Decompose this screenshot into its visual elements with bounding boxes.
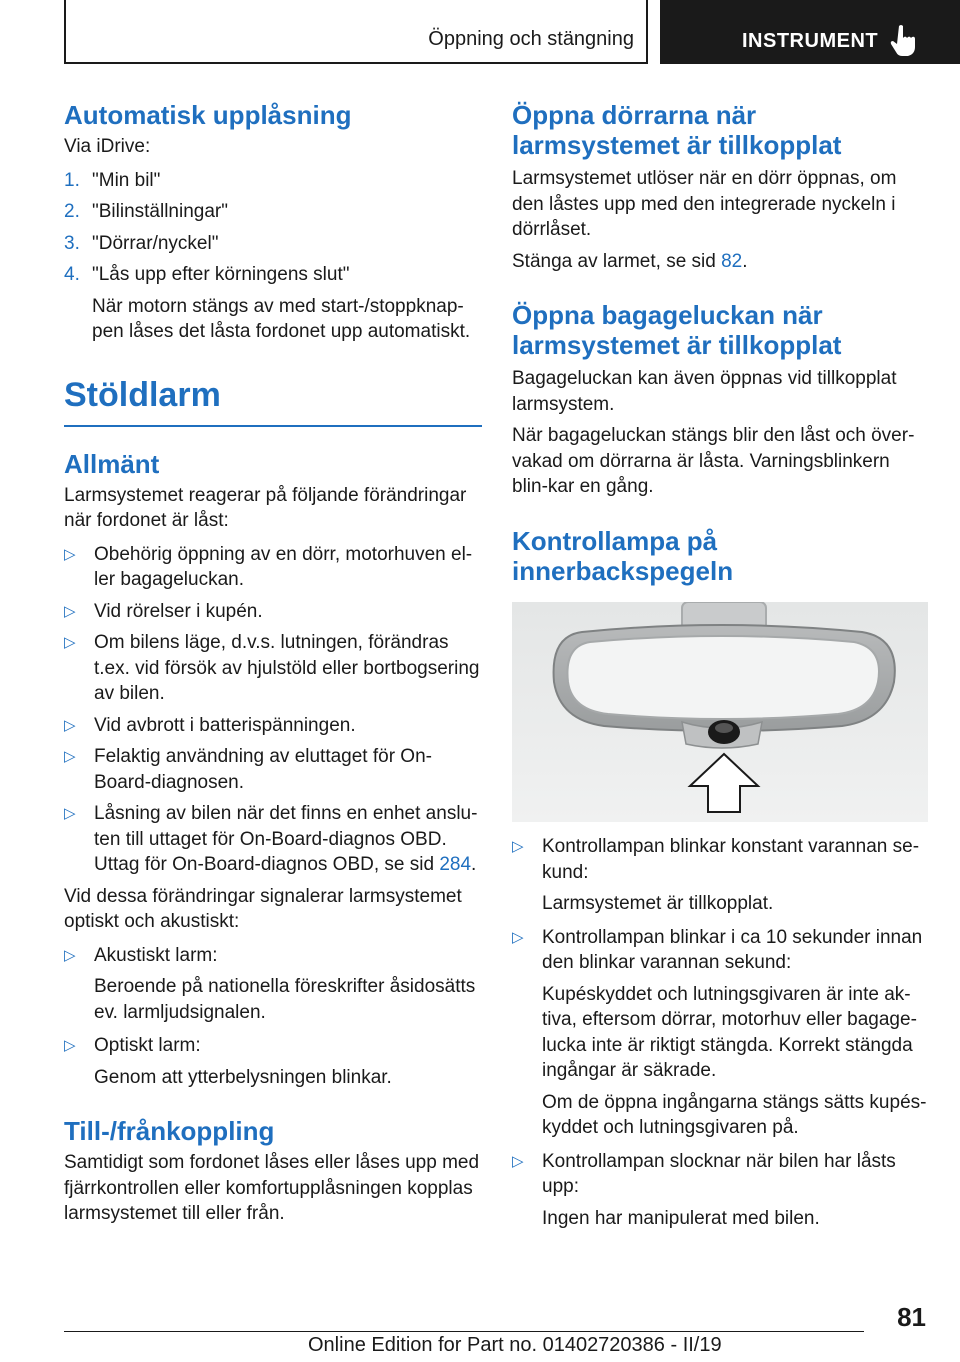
- trunk-text-2: När bagageluckan stängs blir den låst och över-vakad om dörrarna är låsta. Varningsblinkern blin-kar en gång.: [512, 425, 915, 497]
- step-3: 3. "Dörrar/nyckel": [64, 232, 219, 254]
- footer-divider: [64, 1331, 864, 1332]
- alarm-heading-block: [64, 375, 482, 427]
- lamp-status-list: [512, 834, 928, 1231]
- list-item: ▷ Kontrollampan blinkar i ca 10 sekunder innan den blinkar varannan sekund: Kupéskyddet och lutningsgivaren är inte ak-tiva, eftersom dörrar, motorhuv eller bagage-lucka inte är riktigt stängda. Korrekt stängda ingångar är säkrade. Om de öppna ingångarna stängs sätts kupés-kyddet och lutningsgivaren på.: [512, 926, 927, 1138]
- list-item: ▷ Vid avbrott i batterispänningen.: [64, 714, 356, 736]
- step-1: 1. "Min bil": [64, 169, 161, 191]
- lamp-heading: Kontrollampa på innerbackspegeln: [512, 525, 734, 586]
- list-item: ▷ Optiskt larm: Genom att ytterbelysningen blinkar.: [64, 1035, 392, 1088]
- list-item: ▷ Vid rörelser i kupén.: [64, 600, 263, 622]
- trunk-heading: Öppna bagageluckan när larmsystemet är tillkopplat: [512, 300, 842, 360]
- right-column-bottom: [512, 834, 928, 1231]
- signal-list: [64, 943, 482, 1091]
- page-number: 81: [897, 1302, 926, 1332]
- list-item: ▷ Akustiskt larm: Beroende på nationella föreskrifter åsidosätts ev. larmljudsignalen.: [64, 944, 476, 1023]
- header-section-title: Öppning och stängning: [428, 28, 634, 50]
- trunk-text-1: Bagageluckan kan även öppnas vid tillkopplat larmsystem.: [512, 368, 897, 415]
- auto-unlock-intro: Via iDrive:: [64, 136, 151, 157]
- step-4: 4. "Lås upp efter körningens slut": [64, 264, 350, 285]
- list-item: ▷ Låsning av bilen när det finns en enhet anslu-ten till uttaget för On-Board-diagnos OBD. Uttag för On-Board-diagnos OBD, se sid 284.: [64, 803, 478, 875]
- signal-text: Vid dessa förändringar signalerar larmsystemet optiskt och akustiskt:: [64, 885, 462, 932]
- auto-unlock-heading: Automatisk upplåsning: [64, 100, 352, 130]
- page-link-82[interactable]: 82: [721, 250, 743, 272]
- step-2: 2. "Bilinställningar": [64, 201, 228, 222]
- header-tab-label: INSTRUMENT: [742, 30, 879, 52]
- list-item: ▷ Om bilens läge, d.v.s. lutningen, förändras t.ex. vid försök av hjulstöld eller bortbogsering av bilen.: [64, 632, 480, 704]
- toggle-heading: Till-/frånkoppling: [64, 1116, 275, 1146]
- page-link-284[interactable]: 284: [439, 854, 472, 875]
- alarm-heading: Stöldlarm: [64, 375, 221, 414]
- list-item: ▷ Felaktig användning av eluttaget för On-Board-diagnosen.: [64, 746, 432, 793]
- left-column: [64, 100, 482, 1227]
- footer-edition: Online Edition for Part no. 01402720386 - II/19: [308, 1334, 722, 1356]
- list-item: ▷ Kontrollampan blinkar konstant varannan se-kund: Larmsystemet är tillkopplat.: [512, 836, 920, 914]
- list-item: ▷ Kontrollampan slocknar när bilen har låsts upp: Ingen har manipulerat med bilen.: [512, 1150, 896, 1229]
- header-tab-instrument[interactable]: [660, 0, 960, 64]
- rearview-mirror-image: [512, 602, 928, 822]
- hand-pointer-icon: [890, 24, 920, 58]
- silence-text: Stänga av larmet, se sid 82.: [512, 250, 748, 272]
- doors-text: Larmsystemet utlöser när en dörr öppnas, om den låstes upp med den integrerade nyckeln i dörrlåset.: [512, 168, 897, 240]
- auto-unlock-steps: [64, 168, 482, 288]
- doors-heading: Öppna dörrarna när larmsystemet är tillkopplat: [512, 100, 842, 160]
- header-section-box: [64, 0, 648, 64]
- list-item: ▷ Obehörig öppning av en dörr, motorhuven el-ler bagageluckan.: [64, 543, 473, 590]
- toggle-text: Samtidigt som fordonet låses eller låses upp med fjärrkontrollen eller komfortupplåsningen kopplas larmsystemet till eller från.: [64, 1152, 480, 1224]
- right-column-top: [512, 100, 928, 586]
- alarm-trigger-list: [64, 542, 482, 878]
- general-heading: Allmänt: [64, 448, 160, 479]
- auto-unlock-note: När motorn stängs av med start-/stoppknap-pen låses det låsta fordonet upp automatiskt.: [92, 295, 471, 342]
- general-text: Larmsystemet reagerar på följande förändringar när fordonet är låst:: [64, 484, 467, 531]
